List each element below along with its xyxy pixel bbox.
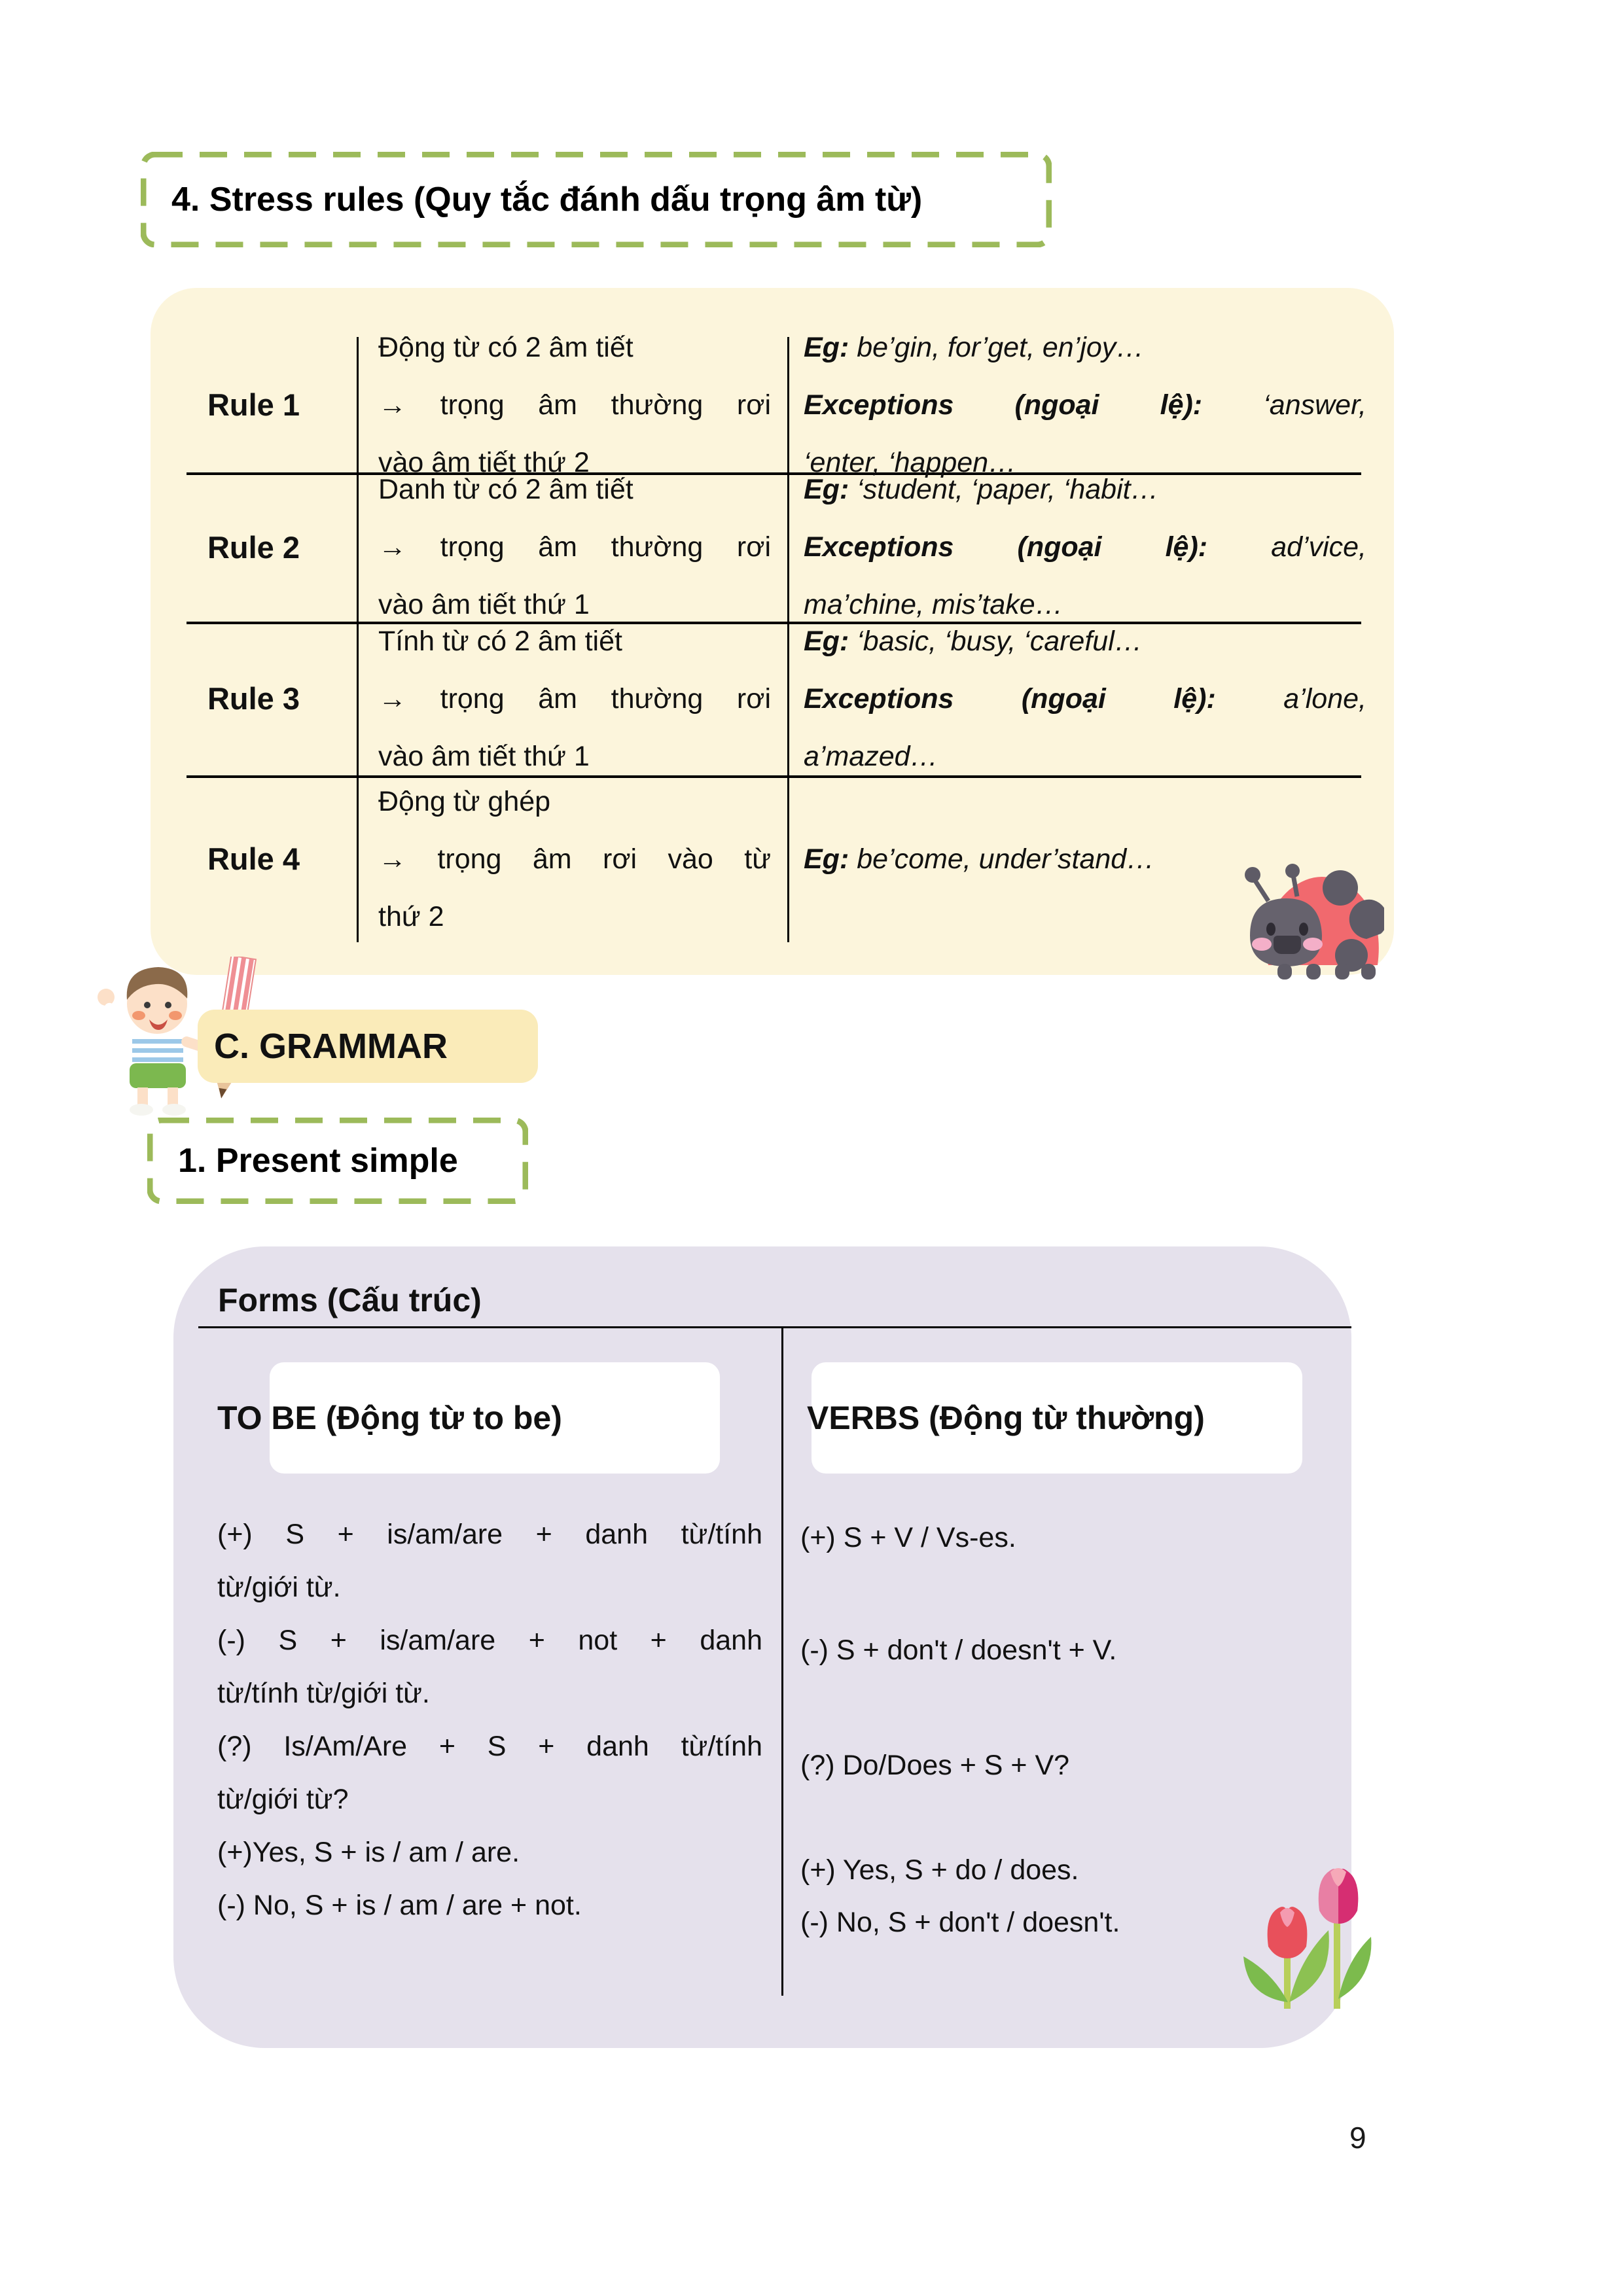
exceptions-label: Exceptions (ngoại lệ): [804,389,1203,421]
rule-description [378,472,771,622]
formula-line: (?) Do/Does + S + V? [800,1750,1070,1781]
exceptions-text: ‘answer, [1202,389,1366,421]
exceptions-text: ad’vice, [1207,531,1366,563]
formula-line: (+) S + V / Vs-es. [800,1522,1016,1553]
eg-label: Eg: [804,474,849,505]
exceptions-label: Exceptions (ngoại lệ): [804,531,1208,563]
eg-text: ‘basic, ‘busy, ‘careful… [849,625,1143,657]
formula-line: (+) S + is/am/are + danh từ/tính [217,1519,762,1550]
rule-description-line: → trọng âm thường rơi [378,389,771,421]
formula-line: từ/giới từ. [217,1572,341,1603]
eg-label: Eg: [804,625,849,657]
page-number: 9 [1349,2121,1366,2155]
grammar-section-title: C. GRAMMAR [214,1027,448,1066]
rule-label: Rule 1 [207,387,300,422]
rule-example-line [804,376,1366,434]
exceptions-label: Exceptions (ngoại lệ): [804,682,1216,715]
eg-text: be’come, under’stand… [849,843,1155,875]
exceptions-text: a’mazed… [804,740,938,772]
rule-example-line [804,319,1366,376]
rule-description-line: vào âm tiết thứ 2 [378,446,590,478]
rule-examples [804,331,1366,478]
formula-line: (?) Is/Am/Are + S + danh từ/tính [217,1731,762,1762]
rule-description-line: Động từ ghép [378,785,551,817]
rule-example-line [804,461,1366,518]
rule-description-line: → trọng âm thường rơi [378,531,771,563]
eg-text: be’gin, for’get, en’joy… [849,331,1145,363]
ladybug-icon [1243,860,1384,981]
formula-line: từ/giới từ? [217,1784,349,1815]
rule-label: Rule 4 [207,841,300,876]
rule-description-line: → trọng âm rơi vào từ [378,843,771,875]
rule-label: Rule 3 [207,681,300,716]
rule-description-line: Danh từ có 2 âm tiết [378,474,633,505]
rule-description-line: vào âm tiết thứ 1 [378,589,590,620]
rule-examples [804,622,1366,775]
rule-description-line: thứ 2 [378,900,444,932]
table-vline-2 [787,337,789,942]
rule-description-line: Tính từ có 2 âm tiết [378,625,622,657]
stress-section-title: 4. Stress rules (Quy tắc đánh dấu trọng âm từ) [171,181,923,219]
rule-example-line [804,670,1366,728]
tobe-heading: TO BE (Động từ to be) [217,1400,562,1436]
rule-description-line: → trọng âm thường rơi [378,682,771,715]
formula-line: từ/tính từ/giới từ. [217,1678,430,1709]
rule-description-line: vào âm tiết thứ 1 [378,740,590,772]
exceptions-text: a’lone, [1215,682,1366,715]
forms-title: Forms (Cấu trúc) [218,1282,482,1318]
table-vline-1 [357,337,359,942]
rule-examples [804,472,1366,622]
formula-line: (+)Yes, S + is / am / are. [217,1837,520,1868]
tulips-icon [1237,1862,1374,2022]
forms-divider [781,1328,783,1996]
rule-label: Rule 2 [207,529,300,565]
present-simple-title: 1. Present simple [178,1142,458,1180]
formula-line: (+) Yes, S + do / does. [800,1854,1079,1886]
eg-text: ‘student, ‘paper, ‘habit… [849,474,1159,505]
exceptions-text: ma’chine, mis’take… [804,589,1063,620]
exceptions-text: ‘enter, ‘happen… [804,446,1017,478]
verbs-heading: VERBS (Động từ thường) [807,1400,1205,1436]
formula-line: (-) S + don't / doesn't + V. [800,1634,1117,1666]
rule-example-line [804,518,1366,576]
tobe-formulas [217,1508,762,1932]
forms-hline [198,1326,1351,1328]
rule-example-line [804,612,1366,670]
rule-description [378,622,771,775]
formula-line: (-) S + is/am/are + not + danh [217,1625,762,1656]
formula-line: (-) No, S + is / am / are + not. [217,1890,582,1921]
rule-description-line: Động từ có 2 âm tiết [378,331,633,363]
formula-line: (-) No, S + don't / doesn't. [800,1907,1120,1938]
eg-label: Eg: [804,331,849,363]
rule-description [378,331,771,478]
rule-description [378,775,771,942]
eg-label: Eg: [804,843,849,875]
